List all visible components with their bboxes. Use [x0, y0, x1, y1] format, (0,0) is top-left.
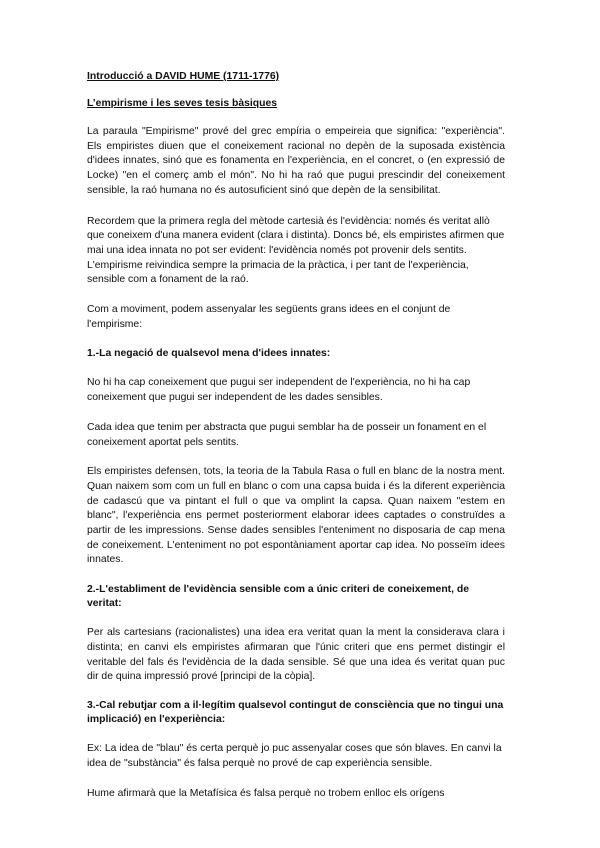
section-1-paragraph: No hi ha cap coneixement que pugui ser independent de l'experiència, no hi ha cap coneixement que pugui ser independent de les dades sensibles. [87, 377, 471, 404]
intro-paragraph-cartesian-rule: Recordem que la primera regla del mètode cartesià és l'evidència: només és veritat allò que coneixem d'una manera evident (clara i distinta). Doncs bé, els empiristes afirmen que mai una idea innata no pot ser evident: l'evidència només pot provenir dels sentits. L'empirisme reivindica sempre la primacia de la pràctica, i per tant de l'experiència, sensible com a fonament de la raó. [87, 215, 505, 286]
document-subtitle: L’empirisme i les seves tesis bàsiques [87, 98, 278, 109]
section-3-heading: 3.-Cal rebutjar com a il·legítim qualsevol contingut de consciència que no tingui una implicació) en l'experiència: [87, 699, 504, 725]
intro-paragraph-movement: Com a moviment, podem assenyalar les següents grans idees en el conjunt de l'empirisme: [87, 304, 451, 330]
section-1-paragraph-tabula-rasa: Els empiristes defensen, tots, la teoria de la Tabula Rasa o full en blanc de la nostra ment. Quan naixem som com un full en blanc o com una capsa buida i és la diferent experiència de cadascú que va pintant el full o que va omplint la capsa. Quan naixem "estem en blanc", l'experiència ens permet posteriorment elaborar idees captades o construïdes a partir de les impressions. Sense dades sensibles l'enteniment no disposaria de cap mena de coneixement. L'enteniment no pot espontàniament aportar cap idea. No posseïm idees innates. [87, 466, 505, 566]
section-3-paragraph-example: Ex: La idea de "blau" és certa perquè jo puc assenyalar coses que són blaves. En canvi la idea de "substància" és falsa perquè no prové de cap experiència sensible. [87, 742, 502, 769]
section-1-paragraph: Cada idea que tenim per abstracta que pugui semblar ha de posseir un fonament en el coneixement aportat pels sentits. [87, 421, 487, 448]
document-title: Introducció a DAVID HUME (1711-1776) [87, 71, 280, 82]
section-2-paragraph: Per als cartesians (racionalistes) una idea era veritat quan la ment la considerava clara i distinta; en canvi els empiristes afirmaran que l'únic criteri que ens permet distingir el veritable del fals és l'evidència de la dada sensible. Sé que una idea és veritat quan puc dir de quina impressió prové [principi de la còpia]. [87, 627, 505, 683]
section-3-paragraph-metaphysics: Hume afirmarà que la Metafísica és falsa perquè no trobem enlloc els orígens [87, 788, 445, 800]
document-body [87, 70, 505, 802]
section-1-heading: 1.-La negació de qualsevol mena d'idees innates: [87, 348, 331, 360]
section-2-heading: 2.-L'establiment de l'evidència sensible com a únic criteri de coneixement, de veritat: [87, 584, 470, 610]
intro-paragraph-empirisme-definition: La paraula "Empirisme" prové del grec empíria o empeireia que significa: "experiència". Els empiristes diuen que el coneixement racional no depèn de la suposada existència d'idees innates, sinó que es fonamenta en l'experiència, en el concret, o (en expressió de Locke) "en el comerç amb el món". No hi ha raó que pugui prescindir del coneixement sensible, la raó humana no és autosuficient sinó que depèn de la sensibilitat. [87, 126, 505, 196]
